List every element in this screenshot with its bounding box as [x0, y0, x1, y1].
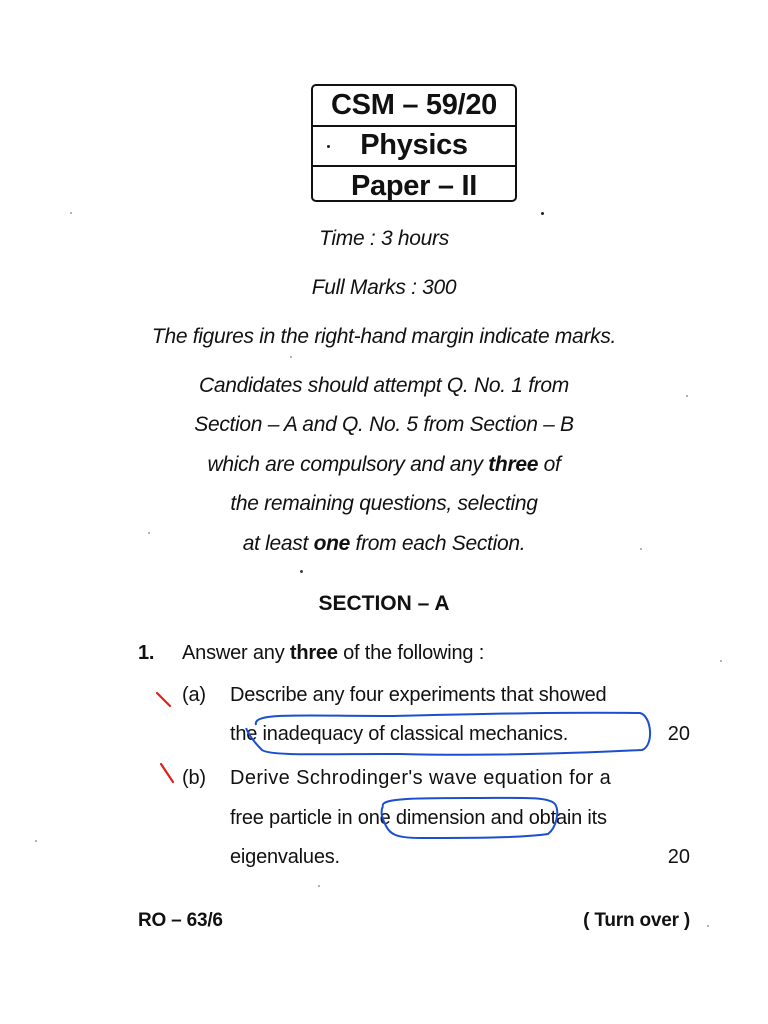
part-text-line: eigenvalues.: [230, 846, 340, 868]
scan-speck: [707, 925, 709, 927]
red-tick-mark-icon: [158, 762, 178, 786]
time-allowed: Time : 3 hours: [319, 227, 449, 250]
part-label: (a): [182, 684, 206, 706]
scan-speck: [35, 840, 37, 842]
margin-marks-note: The figures in the right-hand margin indicate marks.: [151, 325, 617, 348]
part-text-line: the inadequacy of classical mechanics.: [230, 723, 569, 745]
instruction-line: which are compulsory and any three of: [207, 453, 561, 476]
scan-speck: [300, 570, 303, 573]
instruction-line: Section – A and Q. No. 5 from Section – B: [194, 413, 574, 436]
scan-speck: [720, 660, 722, 662]
instruction-line: the remaining questions, selecting: [230, 492, 538, 515]
scan-speck: [541, 212, 544, 215]
part-text-line: Describe any four experiments that showed: [230, 684, 607, 706]
paper-subject: Physics: [313, 125, 515, 166]
emphasis-one: one: [313, 532, 351, 555]
part-label: (b): [182, 767, 206, 789]
question-prompt: Answer any three of the following :: [182, 642, 485, 664]
full-marks: Full Marks : 300: [311, 276, 457, 299]
instruction-line: at least one from each Section.: [242, 532, 526, 555]
paper-number: Paper – II: [313, 165, 515, 206]
emphasis-three: three: [289, 642, 338, 664]
marks-value: 20: [667, 723, 690, 745]
part-text-line: free particle in one dimension and obtain its: [230, 807, 607, 829]
scan-speck: [70, 212, 72, 214]
paper-code: CSM – 59/20: [331, 88, 497, 121]
turn-over-note: ( Turn over ): [583, 910, 690, 931]
section-heading: SECTION – A: [318, 592, 450, 615]
part-text-line: Derive Schrodinger's wave equation for a: [230, 767, 612, 789]
paper-title-box: [311, 84, 517, 202]
red-tick-mark-icon: [154, 690, 174, 710]
question-number: 1.: [138, 642, 155, 664]
marks-value: 20: [667, 846, 690, 868]
scan-speck: [290, 356, 292, 358]
emphasis-three: three: [488, 453, 539, 476]
instruction-line: Candidates should attempt Q. No. 1 from: [199, 374, 569, 397]
scan-speck: [318, 885, 320, 887]
footer-code: RO – 63/6: [138, 910, 223, 931]
